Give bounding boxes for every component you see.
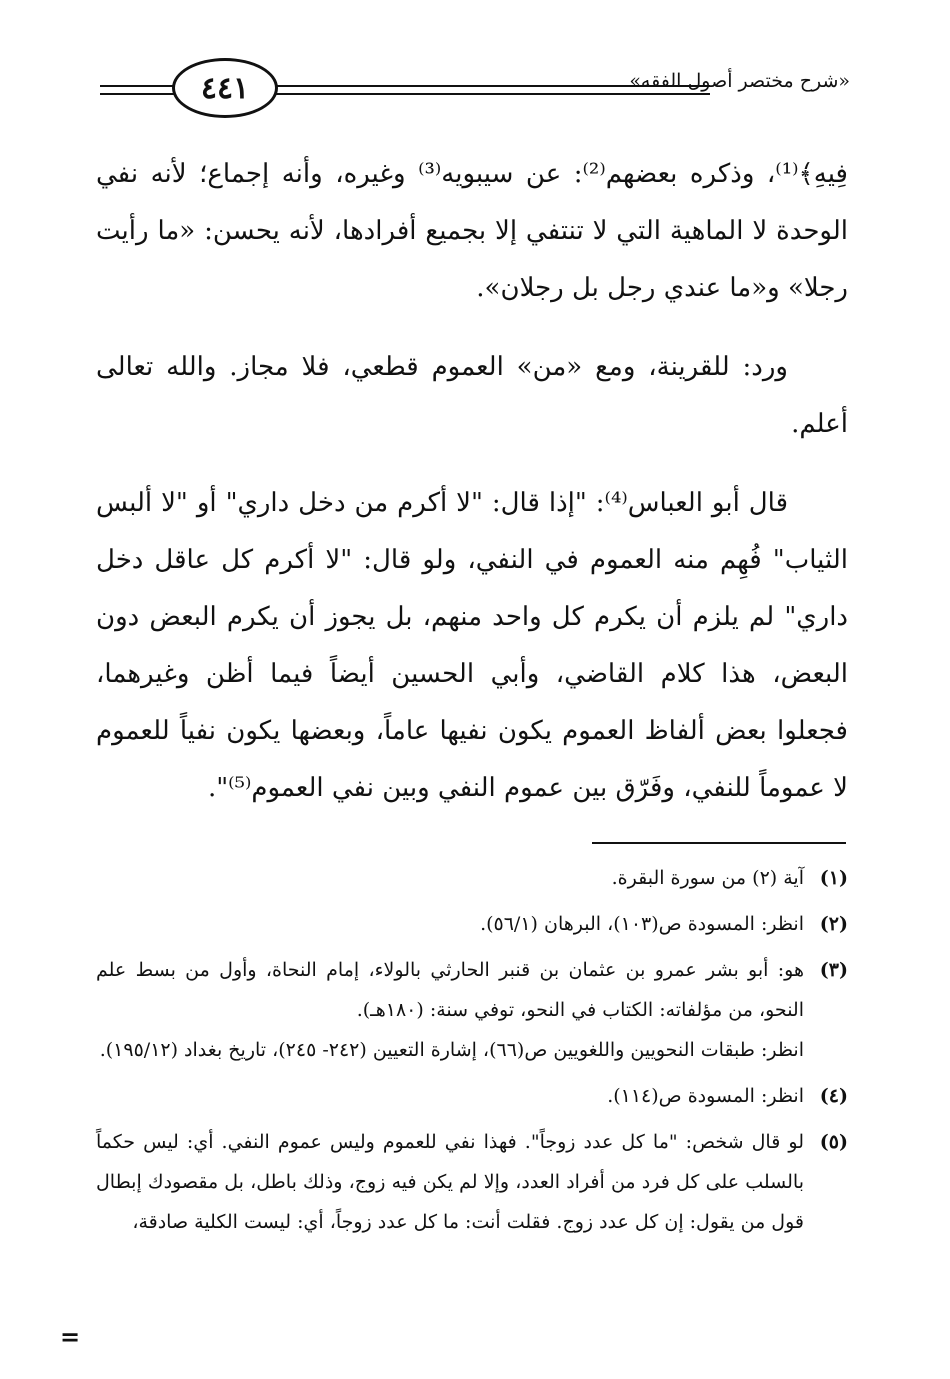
footnote-number: (٤) (819, 1085, 848, 1107)
footnote-text (96, 950, 804, 1070)
footnote-number: (٣) (819, 959, 848, 981)
footnote-separator (592, 842, 846, 844)
footnote-number: (٥) (819, 1131, 848, 1153)
footnotes (96, 858, 848, 1248)
header-rule-left (100, 85, 178, 95)
footnote-text (96, 904, 804, 944)
footnote-text (96, 1076, 804, 1116)
footnote-line: هو: أبو بشر عمرو بن عثمان بن قنبر الحارثي بالولاء، إمام النحاة، وأول من بسط علم النحو، من مؤلفاته: الكتاب في النحو، توفي سنة: (١٨٠هـ). (96, 959, 804, 1021)
paragraph-2: ورد: للقرينة، ومع «من» العموم قطعي، فلا مجاز. والله تعالى أعلم. (96, 352, 848, 439)
paragraph-3: قال أبو العباس⁽⁴⁾: "إذا قال: "لا أكرم من دخل داري" أو "لا ألبس الثياب" فُهِم منه العموم في النفي، ولو قال: "لا أكرم كل عاقل دخل داري" لم يلزم أن يكرم كل واحد منهم، بل يجوز أن يكرم البعض دون البعض، هذا كلام القاضي، وأبي الحسين أيضاً فيما أظن وغيرهما، فجعلوا بعض ألفاظ العموم يكون نفيها عاماً، وبعضها يكون نفياً للعموم لا عموماً للنفي، وفَرّق بين عموم النفي وبين نفي العموم⁽⁵⁾". (96, 488, 848, 803)
main-text (96, 146, 848, 839)
footnote-line: آية (٢) من سورة البقرة. (611, 867, 804, 889)
footnote-text (96, 1122, 804, 1242)
footnote-line: انظر: المسودة ص(١٠٣)، البرهان (٥٦/١). (480, 913, 804, 935)
footnote-number: (١) (819, 867, 848, 889)
footnote-line: انظر: طبقات النحويين واللغويين ص(٦٦)، إشارة التعيين (٢٤٢- ٢٤٥)، تاريخ بغداد (١٩٥/١٢). (99, 1039, 804, 1061)
page-number: ٤٤١ (172, 58, 278, 118)
footnote-line: لو قال شخص: "ما كل عدد زوجاً". فهذا نفي للعموم وليس عموم النفي. أي: ليس حكماً بالسلب على كل فرد من أفراد العدد، وإلا لم يكن فيه زوج، وذلك باطل، بل مقصودك إبطال قول من يقول: إن كل عدد زوج. فقلت أنت: ما كل عدد زوجاً، أي: ليست الكلية صادقة، (96, 1131, 804, 1233)
footnote-2 (96, 904, 848, 944)
paragraph-1: فِيهِ﴾⁽¹⁾، وذكره بعضهم⁽²⁾: عن سيبويه⁽³⁾ وغيره، وأنه إجماع؛ لأنه نفي الوحدة لا الماهية التي لا تنتفي إلا بجميع أفرادها، لأنه يحسن: «ما رأيت رجلا» و«ما عندي رجل بل رجلان». (96, 159, 848, 303)
footnote-4 (96, 1076, 848, 1116)
footnote-1 (96, 858, 848, 898)
running-title: «شرح مختصر أصول الفقه» (629, 70, 850, 92)
footnote-3 (96, 950, 848, 1070)
footnote-line: انظر: المسودة ص(١١٤). (607, 1085, 804, 1107)
footnote-text (96, 858, 804, 898)
page-header (100, 52, 850, 122)
footnote-number: (٢) (819, 913, 848, 935)
continuation-mark: = (60, 1322, 81, 1351)
footnote-5 (96, 1122, 848, 1242)
